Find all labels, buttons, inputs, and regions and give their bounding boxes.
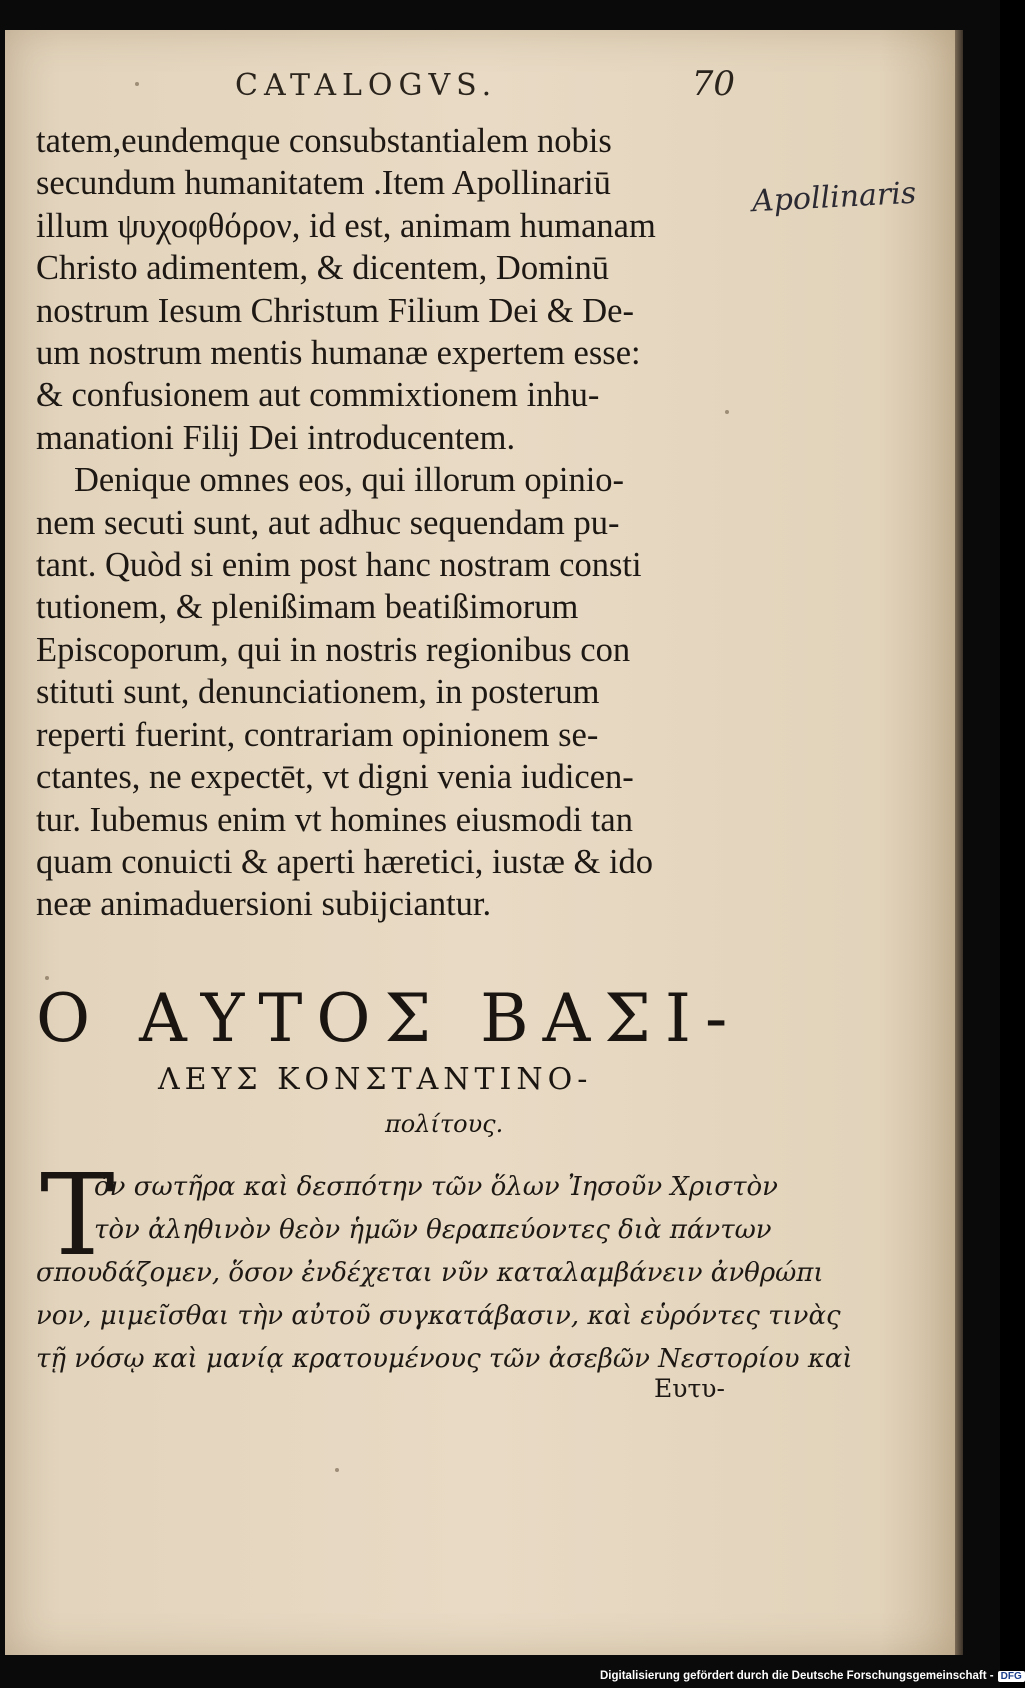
latin-body-text (36, 120, 746, 926)
text-line: & confusionem aut commixtionem inhu- (36, 376, 600, 415)
text-line: tant. Quòd si enim post hanc nostram consti (36, 546, 642, 585)
page-edge (955, 30, 963, 1655)
greek-body-text (36, 1151, 853, 1420)
text-line: nem secuti sunt, aut adhuc sequendam pu- (36, 503, 620, 542)
text-line: Denique omnes eos, qui illorum opinio- (74, 461, 625, 500)
greek-text-line: τῇ νόσῳ καὶ μανίᾳ κρατουμένους τῶν ἀσεβῶν Νεστορίου καὶ (36, 1344, 853, 1374)
text-line: tutionem, & plenißimam beatißimorum (36, 588, 579, 627)
greek-text-line: νον, μιμεῖσθαι τὴν αὐτοῦ συγκατάβασιν, καὶ εὑρόντες τινὰς (36, 1301, 841, 1331)
section-heading-line-2: ΛΕΥΣ ΚΟΝΣΤΑΝΤΙΝΟ- (158, 1062, 593, 1097)
paper-speck (335, 1468, 339, 1472)
page-number: 70 (691, 64, 735, 104)
text-line: illum ψυχοφθόρον, id est, animam humanam (36, 206, 656, 245)
text-line: nostrum Iesum Christum Filium Dei & De- (36, 291, 634, 330)
text-line: um nostrum mentis humanæ expertem esse: (36, 334, 641, 373)
text-line: tatem,eundemque consubstantialem nobis (36, 122, 612, 160)
section-heading-line-1: Ο ΑΥΤΟΣ ΒΑΣΙ- (36, 980, 742, 1057)
drop-cap: T (40, 1151, 115, 1281)
page-header (235, 64, 755, 118)
handwritten-margin-note: Apollinaris (751, 175, 918, 220)
digitization-credit (600, 1670, 1025, 1682)
running-title: CATALOGVS. (235, 68, 498, 103)
text-line: reperti fuerint, contrariam opinionem se- (36, 715, 599, 754)
dfg-logo: DFG (998, 1671, 1025, 1682)
text-line: ctantes, ne expectēt, vt digni venia iudicen- (36, 758, 634, 797)
text-line: Episcoporum, qui in nostris regionibus con (36, 630, 631, 669)
text-line: secundum humanitatem .Item Apollinariū (36, 164, 611, 203)
text-line: quam conuicti & aperti hæretici, iustæ & ido (36, 842, 654, 881)
paper-speck (135, 82, 139, 86)
text-line: stituti sunt, denunciationem, in posterum (36, 673, 600, 712)
greek-text-line: σπουδάζομεν, ὅσον ἐνδέχεται νῦν καταλαμβάνειν ἀνθρώπι (36, 1258, 824, 1288)
text-line: tur. Iubemus enim vt homines eiusmodi tan (36, 800, 633, 839)
text-line: manationi Filij Dei introducentem. (36, 418, 516, 457)
greek-text-line: ὸν σωτῆρα καὶ δεσπότην τῶν ὅλων Ἰησοῦν Χριστὸν (94, 1172, 778, 1202)
greek-text-line: τὸν ἀληθινὸν θεὸν ἡμῶν θεραπεύοντες διὰ πάντων (94, 1215, 772, 1245)
credit-text: Digitalisierung gefördert durch die Deutsche Forschungsgemeinschaft - (600, 1670, 994, 1682)
text-line: Christo adimentem, & dicentem, Dominū (36, 249, 609, 288)
section-heading-line-3: πολίτους. (385, 1110, 504, 1138)
catchword: Ευτυ- (654, 1374, 725, 1403)
text-line: neæ animaduersioni subijciantur. (36, 885, 492, 924)
